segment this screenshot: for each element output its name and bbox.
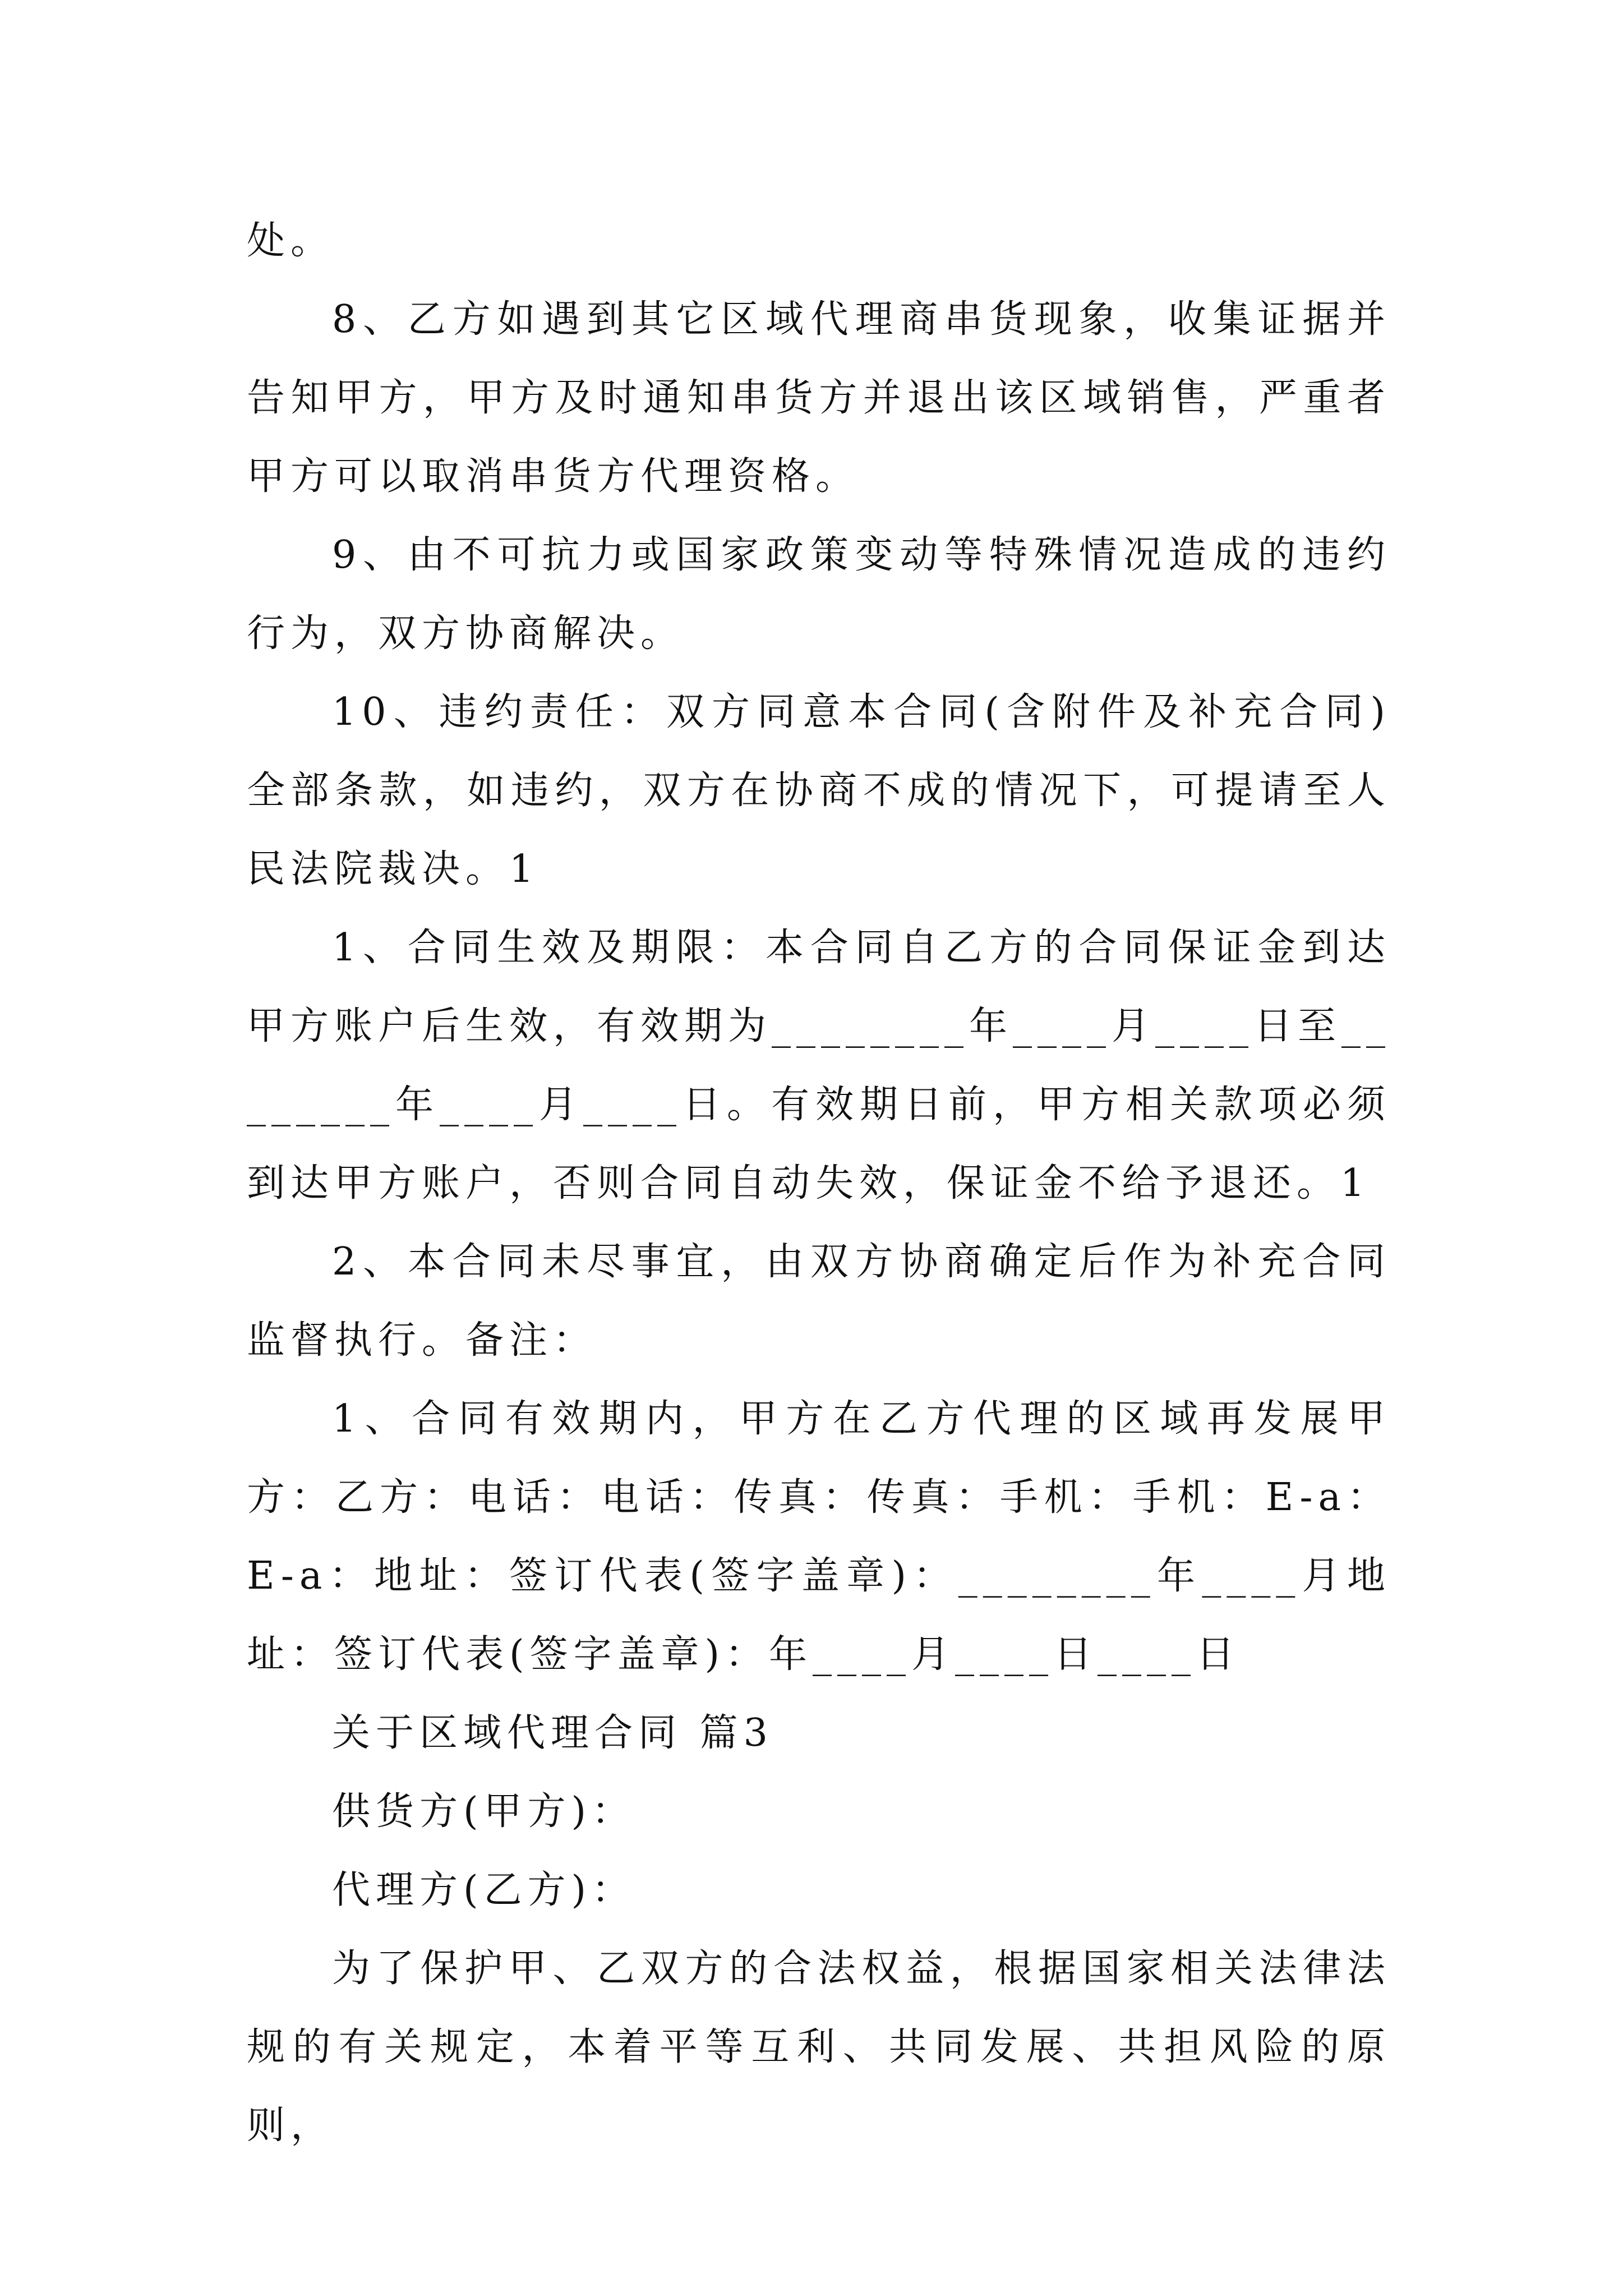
supplier-party-line: 供货方(甲方)： [332,1789,636,1834]
section-heading: 关于区域代理合同 篇3 [332,1711,773,1755]
document-body [247,202,1391,2165]
clause-effective-term: 1、合同生效及期限：本合同自乙方的合同保证金到达甲方账户后生效，有效期为________年____月____日至________年____月____日。有效期日前，甲方相关款项必须到达甲方账户，否则合同自动失效，保证金不给予退还。1 [247,926,1391,1205]
clause-supplement: 2、本合同未尽事宜，由双方协商确定后作为补充合同监督执行。备注： [247,1240,1391,1363]
agent-party-line: 代理方(乙方)： [332,1868,636,1912]
preamble-paragraph: 为了保护甲、乙双方的合法权益，根据国家相关法律法规的有关规定，本着平等互利、共同发展、共担风险的原则， [247,1947,1391,2148]
paragraph-continuation: 处。 [247,219,335,263]
clause-10: 10、违约责任：双方同意本合同(含附件及补充合同)全部条款，如违约，双方在协商不成的情况下，可提请至人民法院裁决。1 [247,690,1391,891]
clause-9: 9、由不可抗力或国家政策变动等特殊情况造成的违约行为，双方协商解决。 [247,533,1391,656]
signature-block: 1、合同有效期内，甲方在乙方代理的区域再发展甲方：乙方：电话：电话：传真：传真：手机：手机：E-a：E-a：地址：签订代表(签字盖章)：________年____月地址：签订代表(签字盖章)：年____月____日____日 [247,1397,1391,1677]
clause-8: 8、乙方如遇到其它区域代理商串货现象，收集证据并告知甲方，甲方及时通知串货方并退出该区域销售，严重者甲方可以取消串货方代理资格。 [247,297,1391,499]
